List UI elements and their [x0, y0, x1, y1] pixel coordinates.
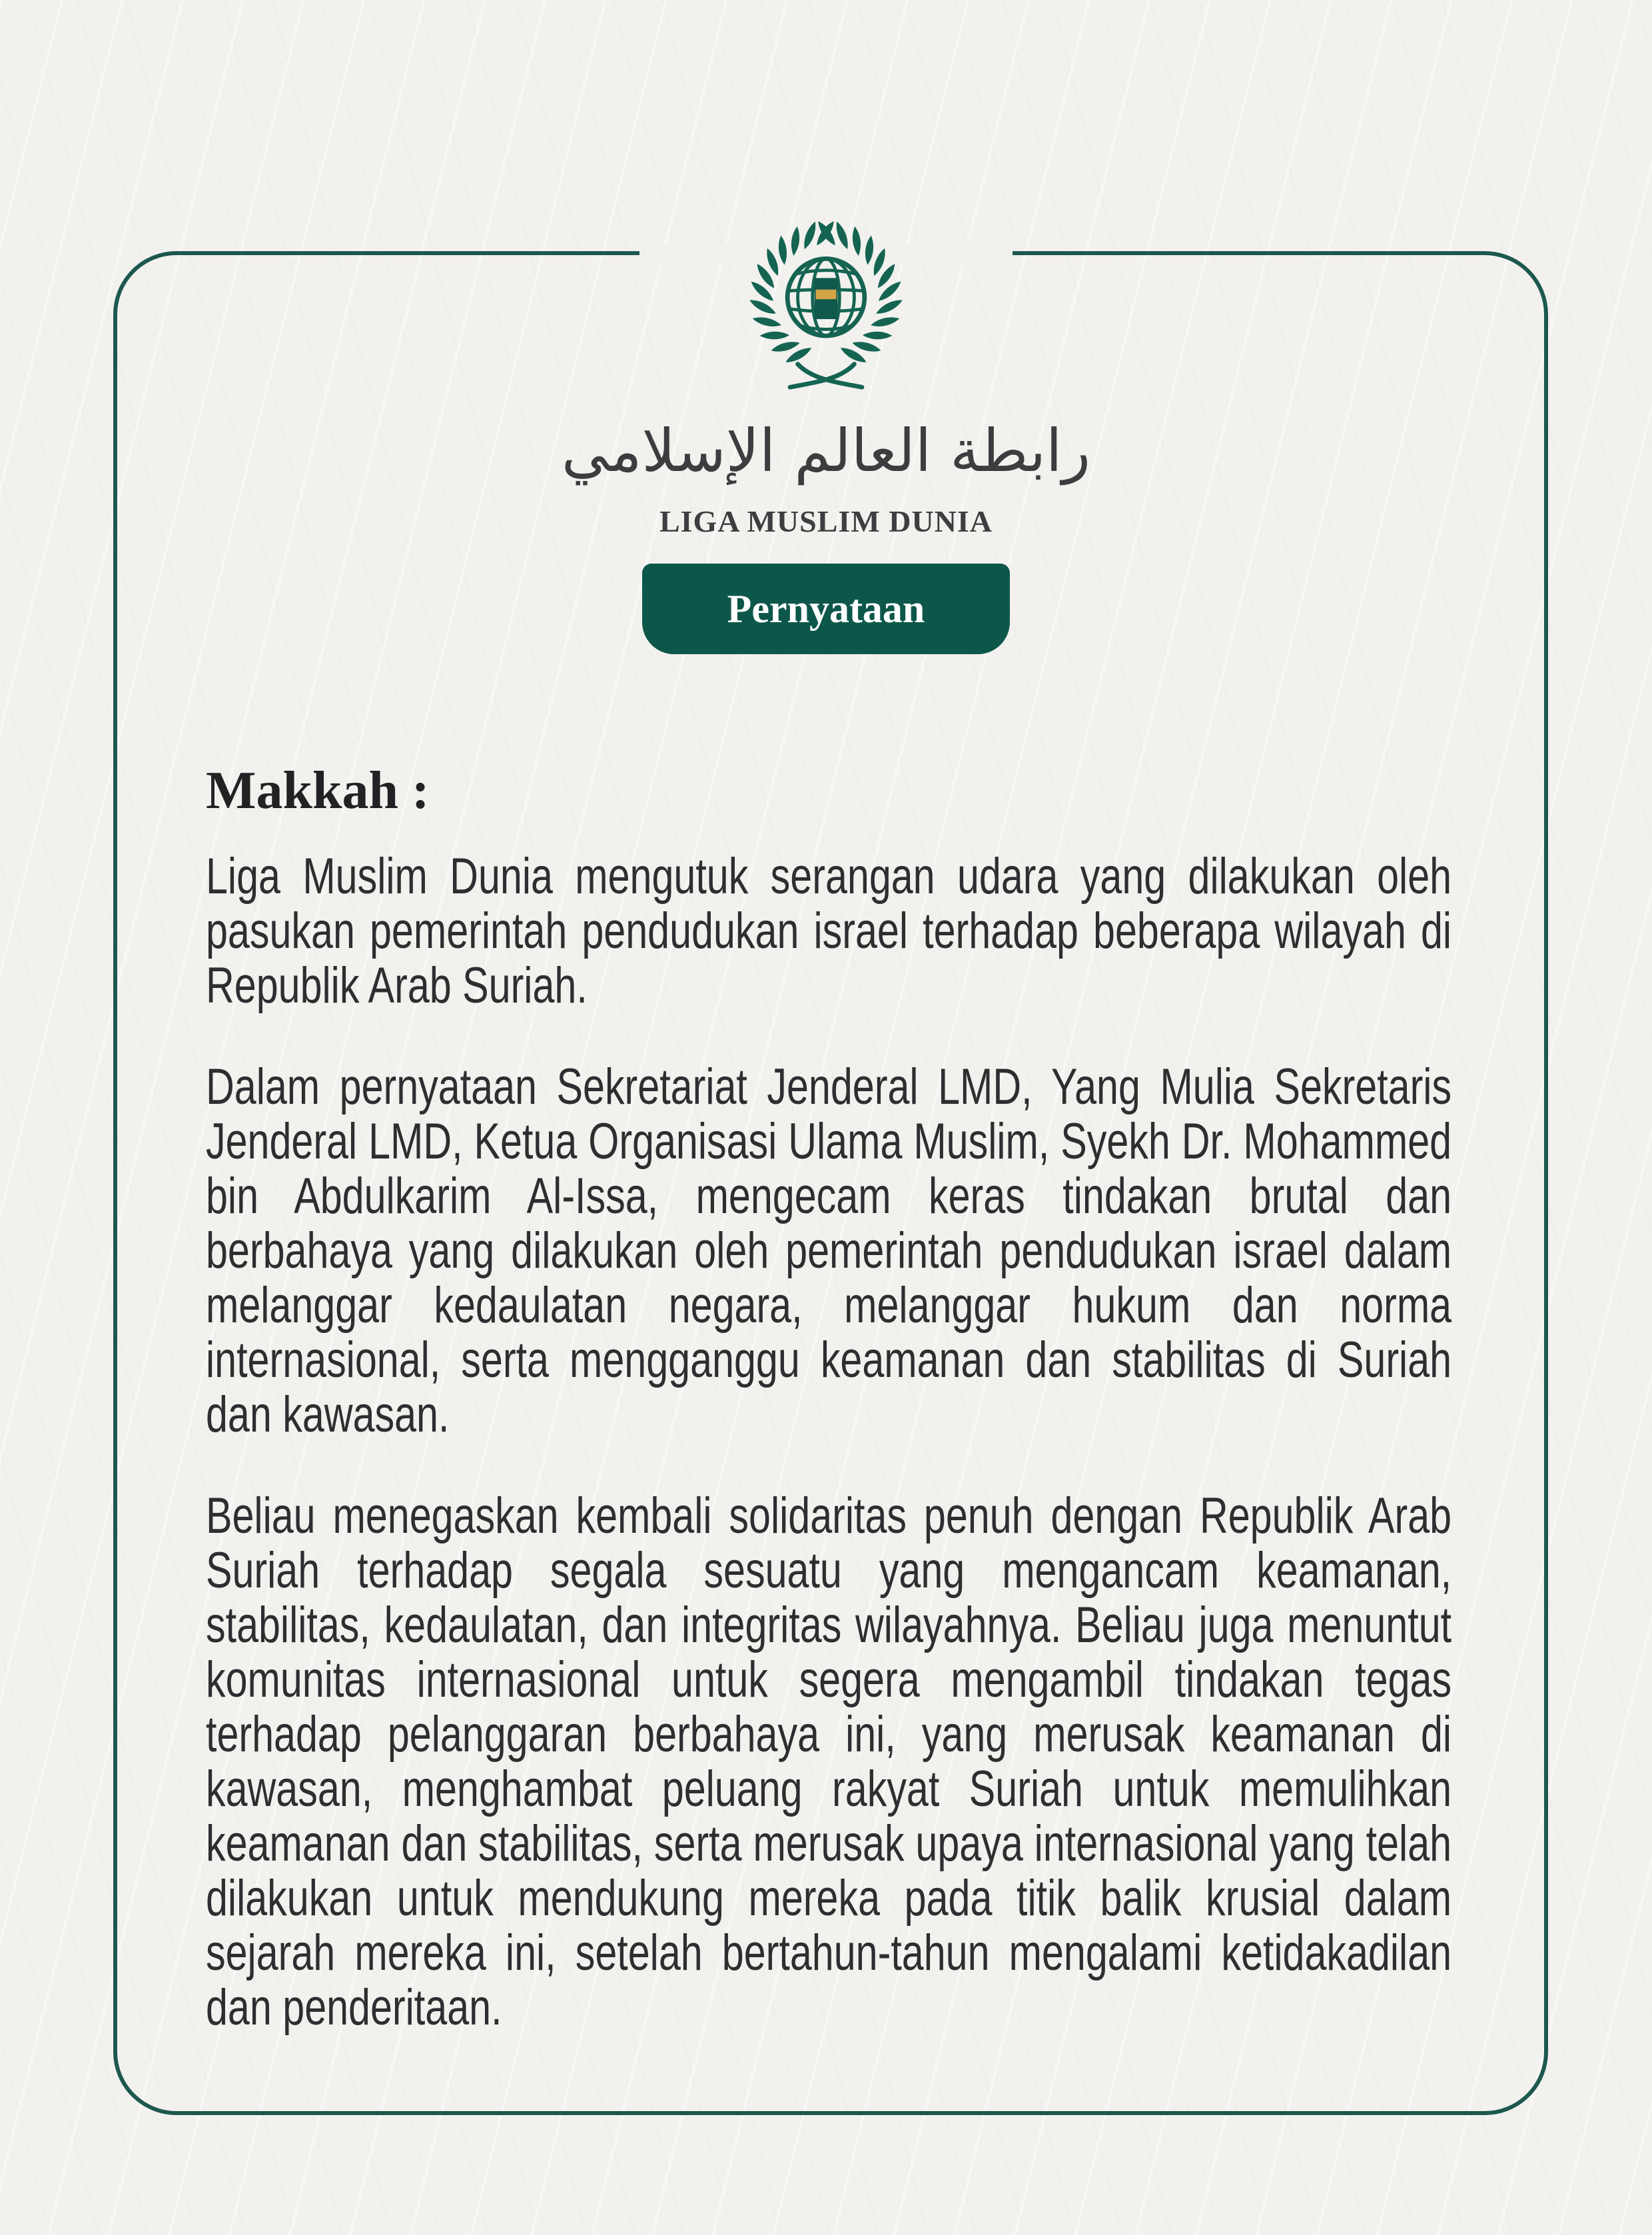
statement-paragraph: Dalam pernyataan Sekretariat Jenderal LMD, Yang Mulia Sekretaris Jenderal LMD, Ketua Organisasi Ulama Muslim, Syekh Dr. Mohammed bin Abdulkarim Al-Issa, mengecam keras tindakan brutal dan berbahaya yang dilakukan oleh pemerintah pendudukan israel dalam melanggar kedaulatan negara, melanggar hukum dan norma internasional, serta mengganggu keamanan dan stabilitas di Suriah dan kawasan.	[206, 1059, 1452, 1443]
wreath-stems	[790, 364, 862, 388]
statement-badge	[642, 564, 1010, 654]
dateline-heading: Makkah :	[206, 761, 430, 820]
kaaba-icon	[815, 278, 838, 319]
paragraph-block	[206, 849, 1451, 2035]
statement-body	[206, 760, 1451, 2035]
organization-name: LIGA MUSLIM DUNIA	[659, 504, 993, 538]
statement-paragraph: Liga Muslim Dunia mengutuk serangan udara yang dilakukan oleh pasukan pemerintah pendudukan israel terhadap beberapa wilayah di Republik Arab Suriah.	[206, 848, 1452, 1014]
laurel-wreath-globe-kaaba-icon	[733, 212, 919, 392]
statement-badge-label: Pernyataan	[727, 586, 925, 631]
arabic-organization-title: رابطة العالم الإسلامي	[561, 416, 1091, 485]
statement-paragraph: Beliau menegaskan kembali solidaritas penuh dengan Republik Arab Suriah terhadap segala sesuatu yang mengancam keamanan, stabilitas, kedaulatan, dan integritas wilayahnya. Beliau juga menuntut komunitas internasional untuk segera mengambil tindakan tegas terhadap pelanggaran berbahaya ini, yang merusak keamanan di kawasan, menghambat peluang rakyat Suriah untuk memulihkan keamanan dan stabilitas, serta merusak upaya internasional yang telah dilakukan untuk mendukung mereka pada titik balik krusial dalam sejarah mereka ini, setelah bertahun-tahun mengalami ketidakadilan dan penderitaan.	[206, 1488, 1452, 2036]
